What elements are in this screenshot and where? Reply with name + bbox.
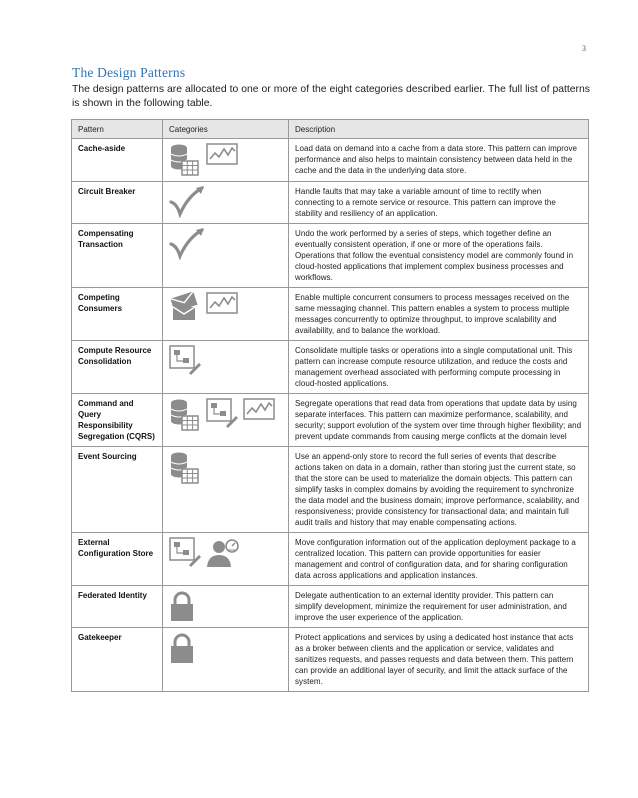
patterns-table [71, 119, 589, 692]
pattern-categories [163, 182, 289, 224]
resiliency-icon [169, 186, 205, 218]
category-icons [169, 632, 282, 664]
category-icons [169, 590, 282, 622]
design-implementation-icon [206, 398, 238, 428]
table-row [72, 224, 589, 288]
table-row [72, 341, 589, 394]
header-pattern: Pattern [72, 120, 163, 139]
pattern-name: External Configuration Store [72, 533, 163, 586]
pattern-name: Event Sourcing [72, 447, 163, 533]
pattern-description: Use an append-only store to record the full series of events that describe actions taken on data in a domain, rather than storing just the current state, so that the store can be used to materialize the domain objects. This pattern can simplify tasks in complex domains by avoiding the requirement to synchronize the data model and the business domain; improve performance, scalability, and responsiveness; provide consistency for transactional data; and maintain full audit trails and history that may enable compensating actions. [289, 447, 589, 533]
pattern-description: Segregate operations that read data from operations that update data by using separate interfaces. This pattern can maximize performance, scalability, and security; support evolution of the system over time through higher flexibility; and prevent update commands from causing merge conflicts at the domain level [289, 394, 589, 447]
design-implementation-icon [169, 537, 201, 567]
header-categories: Categories [163, 120, 289, 139]
management-monitoring-icon [206, 537, 240, 567]
pattern-categories [163, 628, 289, 692]
security-icon [169, 590, 195, 622]
performance-icon [206, 292, 238, 314]
category-icons [169, 143, 282, 177]
table-row [72, 447, 589, 533]
category-icons [169, 398, 282, 432]
pattern-categories [163, 447, 289, 533]
pattern-name: Competing Consumers [72, 288, 163, 341]
data-management-icon [169, 451, 201, 485]
pattern-categories [163, 288, 289, 341]
table-row [72, 586, 589, 628]
pattern-categories [163, 341, 289, 394]
data-management-icon [169, 398, 201, 432]
intro-paragraph: The design patterns are allocated to one or more of the eight categories described earlier. The full list of patterns is shown in the following table. [72, 84, 590, 109]
category-icons [169, 451, 282, 485]
section-heading: The Design Patterns [72, 65, 186, 80]
pattern-categories [163, 224, 289, 288]
pattern-categories [163, 139, 289, 182]
pattern-categories [163, 586, 289, 628]
header-description: Description [289, 120, 589, 139]
pattern-description: Handle faults that may take a variable amount of time to rectify when connecting to a remote service or resource. This pattern can improve the stability and resiliency of an application. [289, 182, 589, 224]
pattern-name: Compute Resource Consolidation [72, 341, 163, 394]
security-icon [169, 632, 195, 664]
data-management-icon [169, 143, 201, 177]
messaging-icon [169, 292, 201, 322]
resiliency-icon [169, 228, 205, 260]
pattern-description: Move configuration information out of the application deployment package to a centralized location. This pattern can provide opportunities for easier management and control of configuration data, and for sharing configuration data across applications and application instances. [289, 533, 589, 586]
pattern-name: Gatekeeper [72, 628, 163, 692]
pattern-categories [163, 394, 289, 447]
pattern-description: Protect applications and services by using a dedicated host instance that acts as a broker between clients and the application or service, validates and sanitizes requests, and passes requests and data between them. This pattern can provide an additional layer of security, and limit the attack surface of the system. [289, 628, 589, 692]
category-icons [169, 228, 282, 260]
table-row [72, 628, 589, 692]
pattern-name: Command and Query Responsibility Segregation (CQRS) [72, 394, 163, 447]
category-icons [169, 537, 282, 567]
table-row [72, 394, 589, 447]
category-icons [169, 292, 282, 322]
pattern-description: Undo the work performed by a series of steps, which together define an eventually consistent operation, if one or more of the operations fails. Operations that follow the eventual consistency model are commonly found in cloud-hosted applications that implement complex business processes and workflows. [289, 224, 589, 288]
table-row [72, 182, 589, 224]
pattern-description: Load data on demand into a cache from a data store. This pattern can improve performance and also helps to maintain consistency between data held in the cache and the data in the underlying data store. [289, 139, 589, 182]
pattern-description: Consolidate multiple tasks or operations into a single computational unit. This pattern can increase compute resource utilization, and reduce the costs and management overhead associated with performing compute processing in cloud-hosted applications. [289, 341, 589, 394]
table-header-row [72, 120, 589, 139]
pattern-categories [163, 533, 289, 586]
pattern-description: Enable multiple concurrent consumers to process messages received on the same messaging channel. This pattern enables a system to process multiple messages concurrently to optimize throughput, to improve scalability and availability, and to balance the workload. [289, 288, 589, 341]
performance-icon [206, 143, 238, 165]
table-row [72, 288, 589, 341]
pattern-description: Delegate authentication to an external identity provider. This pattern can simplify development, minimize the requirement for user administration, and improve the user experience of the application. [289, 586, 589, 628]
performance-icon [243, 398, 275, 420]
design-implementation-icon [169, 345, 201, 375]
category-icons [169, 345, 282, 375]
table-body [72, 139, 589, 692]
pattern-name: Compensating Transaction [72, 224, 163, 288]
pattern-name: Federated Identity [72, 586, 163, 628]
page-number: 3 [582, 44, 586, 53]
pattern-name: Circuit Breaker [72, 182, 163, 224]
category-icons [169, 186, 282, 218]
pattern-name: Cache-aside [72, 139, 163, 182]
table-row [72, 533, 589, 586]
table-row [72, 139, 589, 182]
